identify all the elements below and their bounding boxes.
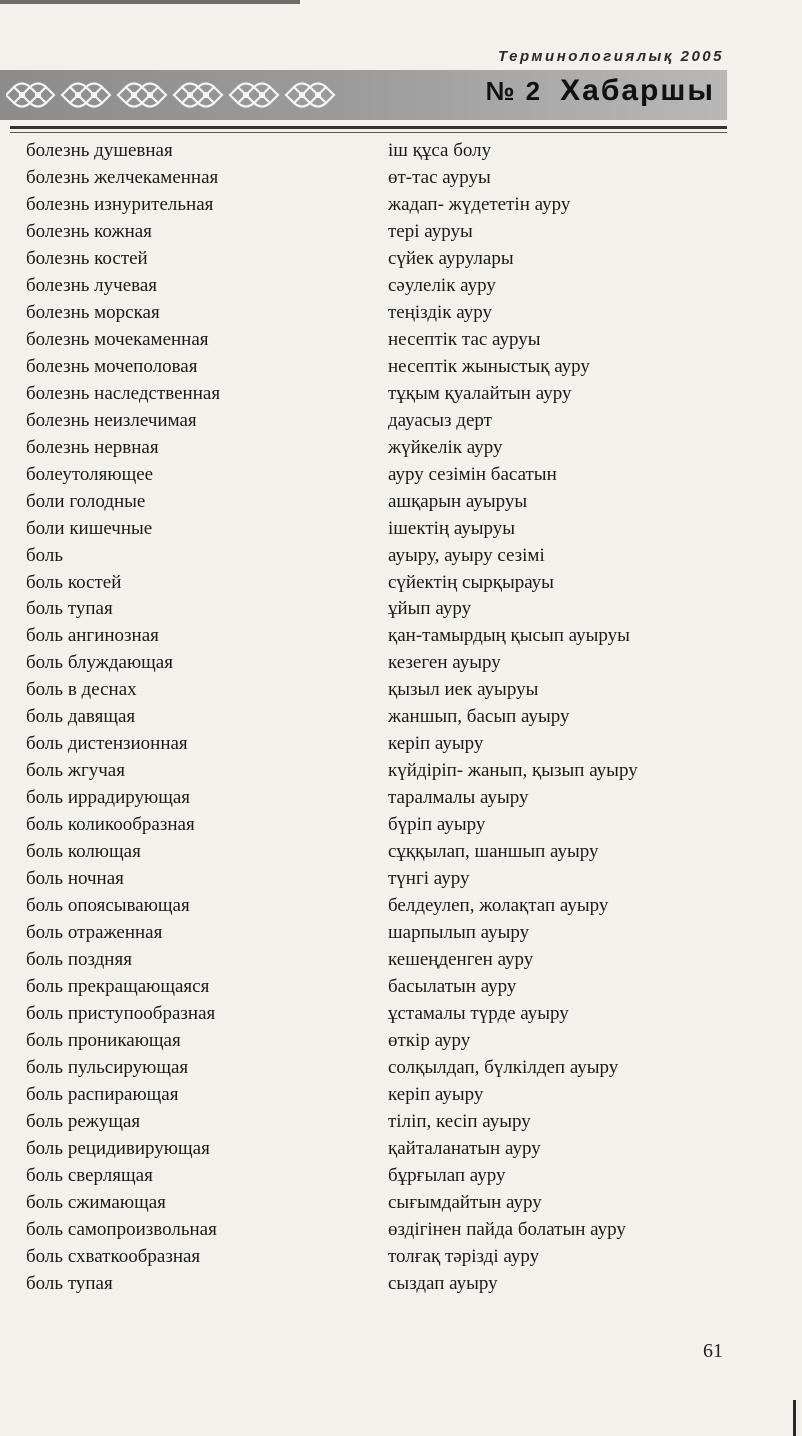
term-russian: боль тупая — [26, 598, 113, 620]
term-row — [26, 435, 726, 462]
term-row — [26, 1136, 726, 1163]
ornament-icon — [6, 78, 346, 112]
term-row — [26, 489, 726, 516]
term-kazakh: өт-тас ауруы — [388, 166, 491, 188]
term-kazakh: ашқарын ауыруы — [388, 490, 528, 512]
term-kazakh: несептік жыныстық ауру — [388, 355, 590, 377]
term-russian: боль сжимающая — [26, 1191, 166, 1213]
term-row — [26, 920, 726, 947]
term-kazakh: өткір ауру — [388, 1029, 471, 1051]
term-row — [26, 866, 726, 893]
term-kazakh: жүйкелік ауру — [388, 436, 503, 458]
term-kazakh: сүйектің сырқырауы — [388, 571, 554, 593]
term-row — [26, 219, 726, 246]
term-row — [26, 650, 726, 677]
term-kazakh: қайталанатын ауру — [388, 1137, 541, 1159]
term-row — [26, 1163, 726, 1190]
term-kazakh: керіп ауыру — [388, 1083, 484, 1105]
term-russian: болеутоляющее — [26, 463, 154, 485]
term-russian: болезнь мочеполовая — [26, 355, 198, 377]
term-row — [26, 1271, 726, 1298]
term-kazakh: теңіздік ауру — [388, 301, 492, 323]
term-kazakh: ұстамалы түрде ауыру — [388, 1003, 569, 1024]
term-kazakh: ішектің ауыруы — [388, 517, 516, 539]
term-kazakh: сүйек аурулары — [388, 247, 514, 269]
term-row — [26, 1082, 726, 1109]
term-russian: боль в деснах — [26, 679, 137, 701]
term-russian: боль дистензионная — [26, 733, 188, 755]
term-kazakh: күйдіріп- жанып, қызып ауыру — [388, 760, 638, 782]
term-russian: боли голодные — [26, 490, 146, 512]
term-kazakh: қызыл иек ауыруы — [388, 679, 539, 701]
term-row — [26, 192, 726, 219]
term-russian: боль прекращающаяся — [26, 976, 210, 998]
term-kazakh: жадап- жүдететін ауру — [388, 193, 571, 215]
term-russian: болезнь изнурительная — [26, 193, 214, 215]
term-russian: боль отраженная — [26, 922, 163, 944]
term-russian: болезнь душевная — [26, 140, 173, 161]
term-row — [26, 623, 726, 650]
term-russian: боль опоясывающая — [26, 895, 190, 917]
term-kazakh: жаншып, басып ауыру — [388, 706, 570, 728]
term-kazakh: ауыру, ауыру сезімі — [388, 544, 545, 566]
term-kazakh: іш құса болу — [388, 140, 492, 161]
term-kazakh: кезеген ауыру — [388, 652, 501, 674]
term-row — [26, 246, 726, 273]
header-banner — [0, 70, 727, 120]
term-row — [26, 543, 726, 570]
term-kazakh: несептік тас ауруы — [388, 328, 541, 350]
term-row — [26, 677, 726, 704]
term-kazakh: сәулелік ауру — [388, 274, 496, 296]
term-row — [26, 785, 726, 812]
term-kazakh: шарпылып ауыру — [388, 922, 530, 944]
term-russian: боль сверлящая — [26, 1164, 153, 1186]
term-kazakh: ауру сезімін басатын — [388, 463, 557, 485]
journal-title: Терминологиялық 2005 — [498, 48, 724, 65]
term-russian: боль распирающая — [26, 1083, 179, 1105]
term-kazakh: сұққылап, шаншып ауыру — [388, 841, 599, 863]
term-row — [26, 947, 726, 974]
term-russian: болезнь кожная — [26, 220, 152, 242]
term-russian: боль тупая — [26, 1272, 113, 1294]
term-list — [26, 138, 726, 1298]
term-row — [26, 1190, 726, 1217]
term-row — [26, 704, 726, 731]
term-kazakh: бұрғылап ауру — [388, 1164, 506, 1186]
term-row — [26, 165, 726, 192]
term-russian: боль жгучая — [26, 760, 125, 782]
term-russian: болезнь желчекаменная — [26, 166, 219, 188]
issue-title — [485, 74, 715, 108]
term-row — [26, 300, 726, 327]
term-row — [26, 327, 726, 354]
term-russian: болезнь мочекаменная — [26, 328, 209, 350]
term-russian: боль давящая — [26, 706, 136, 728]
term-row — [26, 462, 726, 489]
term-russian: боль режущая — [26, 1110, 141, 1132]
term-russian: боль схваткообразная — [26, 1245, 201, 1267]
term-kazakh: дауасыз дерт — [388, 409, 492, 431]
term-russian: боль проникающая — [26, 1029, 181, 1051]
term-kazakh: таралмалы ауыру — [388, 787, 529, 809]
page-edge-mark — [793, 1400, 796, 1436]
header-rule — [10, 126, 727, 129]
term-russian: боль самопроизвольная — [26, 1218, 217, 1240]
page-number: 61 — [703, 1340, 723, 1362]
term-row — [26, 138, 726, 165]
term-russian: боль рецидивирующая — [26, 1137, 210, 1159]
term-kazakh: керіп ауыру — [388, 733, 484, 755]
term-russian: боль костей — [26, 571, 122, 593]
term-kazakh: кешеңденген ауру — [388, 949, 534, 971]
term-row — [26, 354, 726, 381]
term-row — [26, 731, 726, 758]
term-russian: боль колющая — [26, 841, 141, 863]
term-row — [26, 570, 726, 597]
header-rule-thin — [10, 132, 727, 133]
term-row — [26, 1001, 726, 1028]
term-row — [26, 516, 726, 543]
term-russian: боль блуждающая — [26, 652, 173, 674]
term-kazakh: толғақ тәрізді ауру — [388, 1245, 540, 1267]
term-russian: боль ангинозная — [26, 625, 159, 647]
term-row — [26, 1244, 726, 1271]
term-kazakh: түнгі ауру — [388, 868, 470, 890]
term-russian: боль ночная — [26, 868, 124, 890]
term-kazakh: тіліп, кесіп ауыру — [388, 1110, 531, 1132]
term-russian: болезнь костей — [26, 247, 148, 269]
term-row — [26, 839, 726, 866]
term-row — [26, 596, 726, 623]
term-russian: боль приступообразная — [26, 1003, 216, 1024]
term-kazakh: басылатын ауру — [388, 976, 517, 998]
term-kazakh: ұйып ауру — [388, 598, 472, 620]
term-row — [26, 893, 726, 920]
term-russian: болезнь наследственная — [26, 382, 221, 404]
term-russian: боль иррадирующая — [26, 787, 190, 809]
term-kazakh: қан-тамырдың қысып ауыруы — [388, 625, 630, 647]
issue-number: № 2 — [485, 76, 543, 106]
term-russian: боль поздняя — [26, 949, 132, 971]
term-row — [26, 758, 726, 785]
issue-name: Хабаршы — [560, 74, 715, 107]
term-russian: боль — [26, 544, 64, 566]
term-row — [26, 1109, 726, 1136]
term-kazakh: тұқым қуалайтын ауру — [388, 382, 572, 404]
term-row — [26, 1217, 726, 1244]
term-kazakh: солқылдап, бүлкілдеп ауыру — [388, 1056, 619, 1078]
page-edge-shadow — [0, 0, 300, 4]
term-kazakh: тері ауруы — [388, 220, 473, 242]
term-row — [26, 1055, 726, 1082]
term-russian: болезнь морская — [26, 301, 160, 323]
term-kazakh: белдеулеп, жолақтап ауыру — [388, 895, 609, 917]
term-russian: болезнь нервная — [26, 436, 159, 458]
term-kazakh: сығымдайтын ауру — [388, 1191, 542, 1213]
term-row — [26, 408, 726, 435]
term-kazakh: сыздап ауыру — [388, 1272, 498, 1294]
term-row — [26, 1028, 726, 1055]
term-russian: болезнь лучевая — [26, 274, 158, 296]
term-russian: болезнь неизлечимая — [26, 409, 197, 431]
term-row — [26, 974, 726, 1001]
term-russian: боли кишечные — [26, 517, 153, 539]
term-kazakh: өздігінен пайда болатын ауру — [388, 1218, 626, 1240]
term-row — [26, 812, 726, 839]
term-row — [26, 381, 726, 408]
term-russian: боль пульсирующая — [26, 1056, 189, 1078]
term-row — [26, 273, 726, 300]
term-kazakh: бүріп ауыру — [388, 814, 486, 836]
term-russian: боль коликообразная — [26, 814, 195, 836]
